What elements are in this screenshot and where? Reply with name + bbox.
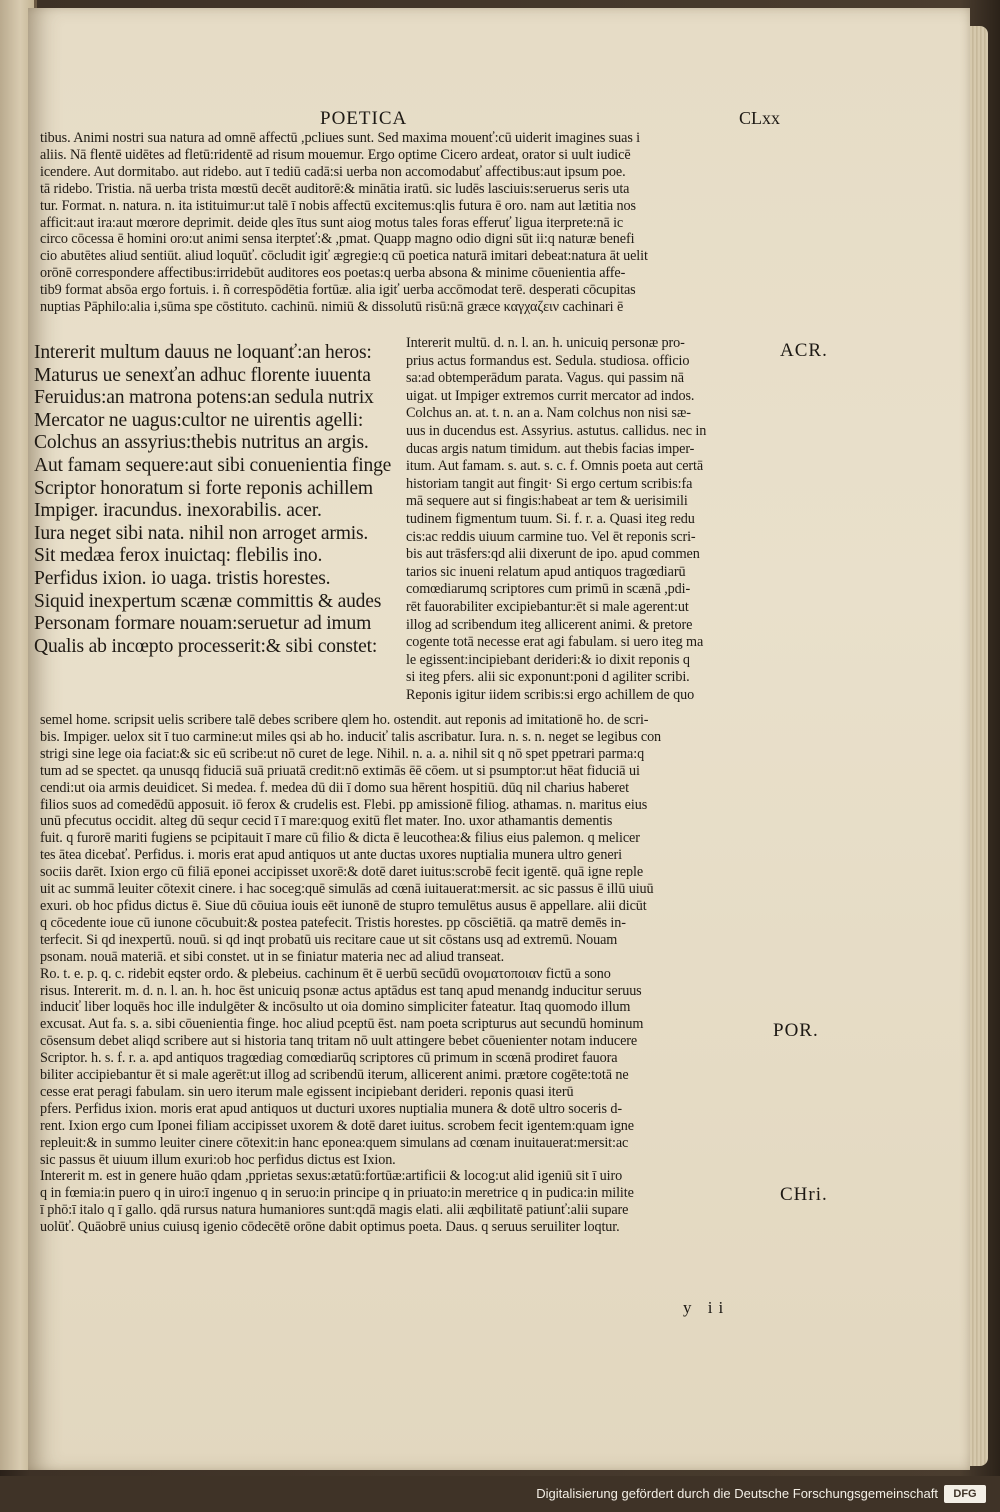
signature-mark: y ii xyxy=(683,1298,730,1317)
commentary-line: tes ātea dicebať. Perfidus. i. moris erat apud antiquos ut ante ductas uxores nuptialia munera ultro generi xyxy=(40,847,622,864)
commentary-line: cesse erat peragi fabulam. sin uero iterum male egissent incipiebant derideri. reponis quasi iterū xyxy=(40,1083,574,1100)
commentary-line: risus. Intererit. m. d. n. l. an. h. hoc ēst unicuiq psonæ actus aptādus est tanq apud menandg inducitur seruus xyxy=(40,982,642,999)
commentary-line: fuit. q furorē mariti fugiens se pcipitauit ī mare cū filio & dicta ē leucothea:& filius eius palemon. q melicer xyxy=(40,830,640,847)
commentary-top xyxy=(40,130,752,316)
commentary-line: icendere. Aut dormitabo. aut ridebo. aut ī tediū cadā:si uerba non accomodabuť affectibus:aut ipsum poe. xyxy=(40,163,626,180)
verse-line: Mercator ne uagus:cultor ne uirentis agelli: xyxy=(34,409,364,431)
commentary-line: comœdiarumq scriptores cum primū in scænā ,pdi- xyxy=(406,581,691,598)
digitization-footer xyxy=(0,1476,1000,1512)
commentary-line: bis aut trāsfers:qd alii dixerunt de ipo. apud commen xyxy=(406,546,700,563)
verse-line: Maturus ue senexťan adhuc florente iuuenta xyxy=(34,364,371,386)
commentary-line: aliis. Nā flentē uidētes ad fletū:ridentē ad risum mouemur. Ergo optime Cicero ardeat, orator si uult iudicē xyxy=(40,146,631,163)
commentary-line: Scriptor. h. s. f. r. a. apd antiquos tragœdiag comœdiarūq scriptores cū primum in scœnā prodiret fauora xyxy=(40,1050,618,1067)
commentary-line: Ro. t. e. p. q. c. ridebit eqster ordo. & plebeius. cachinum ēt ē uerbū secūdū ονοματοποιαν fictū a sono xyxy=(40,965,611,982)
commentary-line: afficit:aut ira:aut mœrore deprimit. deide qles ītus sunt aiog motus tales foras efferuť ligua iterprete:nā ic xyxy=(40,214,624,231)
book-page xyxy=(28,8,970,1470)
commentary-line: uolūť. Quāobrē unius cuiusq igenio cōdecētē orōne dabit optimus poeta. Daus. q seruus seruiliter loqtur. xyxy=(40,1219,620,1236)
commentary-line: bis. Impiger. uelox sit ī tuo carmine:ut miles qsi ab ho. induciť talis ascribatur. Iura. n. s. n. neget se legibus con xyxy=(40,728,662,745)
commentary-line: orōnē correspondere affectibus:irridebūt auditores eos poetas:q uerba absona & minime cōuenientia affe- xyxy=(40,265,626,282)
commentary-line: Colchus an. at. t. n. an a. Nam colchus non nisi sæ- xyxy=(406,405,691,422)
commentary-bottom xyxy=(40,712,770,1236)
verse-line: Feruidus:an matrona potens:an sedula nutrix xyxy=(34,387,374,409)
commentary-line: sic passus ēt uiuum illum exuri:ob hoc perfidus dictus est Ixion. xyxy=(40,1151,396,1168)
dfg-logo: DFG xyxy=(944,1485,986,1503)
verse-line: Scriptor honoratum si forte reponis achillem xyxy=(34,477,373,499)
folio-number: CLxx xyxy=(738,108,780,128)
marginal-acr: ACR. xyxy=(780,340,828,361)
marginal-por: POR. xyxy=(773,1020,819,1041)
commentary-line: pfers. Perfidus ixion. moris erat apud antiquos ut ducturi uxores nuptialia munera & dotē ultro soceris d- xyxy=(40,1100,622,1117)
commentary-line: tarios sic inueni relatum apud antiquos tragœdiarū xyxy=(406,563,686,580)
commentary-line: tudinem figmentum tuum. Si. f. r. a. Quasi iteg redu xyxy=(406,510,695,527)
commentary-line: cōsensum debet aliqd scribere aut si historia tanq tritam nō uult attingere bebet cōuenienter notam inducere xyxy=(40,1033,638,1050)
commentary-line: tā ridebo. Tristia. nā uerba trista mœstū decēt auditorē:& minātia iratū. sic ludēs lasciuis:seruerus seris uta xyxy=(40,180,630,197)
commentary-line: cis:ac reddis uiuum carmine tuo. Vel ēt reponis scri- xyxy=(406,528,696,545)
commentary-line: itum. Aut famam. s. aut. s. c. f. Omnis poeta aut certā xyxy=(406,458,704,475)
commentary-line: rent. Ixion ergo cum Iponei filiam accipisset uxorem & dotē daret iuitus. scrobem fecit igentem:quam igne xyxy=(40,1117,635,1134)
commentary-line: Reponis igitur iidem scribis:si ergo achillem de quo xyxy=(406,686,695,703)
commentary-line: rēt fauorabiliter excipiebantur:ēt si male agerent:ut xyxy=(406,598,689,615)
commentary-line: tib9 format absōa ergo fortuis. i. ñ correspōdētia fortūæ. alia igiť uerba accōmodat terē. desperati cōcupitas xyxy=(40,282,636,299)
commentary-line: psonam. nouā materiā. et sibi constet. ut in se finiatur materia nec ad aliud transeat. xyxy=(40,948,505,965)
facing-page-text xyxy=(2,60,30,1360)
commentary-line: uigat. ut Impiger extremos currit mercator ad indos. xyxy=(406,387,695,404)
commentary-line: strigi sine lege oia faciat:& sic eū scribe:ut nō curet de lege. Nihil. n. a. a. nihil sit q nō spet ppetrari parma:q xyxy=(40,745,645,762)
commentary-line: cogente totā necesse erat agi fabulam. si uero iteg ma xyxy=(406,634,704,651)
commentary-line: le egissent:incipiebant derideri:& io dixit reponis q xyxy=(406,651,690,668)
funding-note: Digitalisierung gefördert durch die Deutsche Forschungsgemeinschaft xyxy=(536,1486,938,1501)
commentary-line: Intererit m. est in genere huāo qdam ,pprietas sexus:ætatū:fortūæ:artificii & locog:ut alid igeniū sit ī uiro xyxy=(40,1168,623,1185)
commentary-line: prius actus formandus est. Sedula. studiosa. officio xyxy=(406,352,690,369)
marginal-chr: CHri. xyxy=(780,1184,828,1205)
commentary-line: circo cōcessa ē homini oro:ut animi sensa iterpteť:& ,pmat. Quapp magno odio digni sūt ii:q naturæ benefi xyxy=(40,231,635,248)
verse-line: Personam formare nouam:seruetur ad imum xyxy=(34,613,372,635)
commentary-line: repleuit:& in summo leuiter cinere cōtexit:in hanc eponea:quem simulans ad cœnam inuitauerat:mersit:ac xyxy=(40,1134,629,1151)
commentary-line: nuptias Pāphilo:alia i,sūma spe cōstituto. cachinū. nimiū & dissolutū risū:nā græce καγχαζειν cachinari ē xyxy=(40,299,624,316)
commentary-line: induciť liber loquēs hoc ille indulgēter & incōsulto ut oia domino simpliciter fateatur. Itaq quomodo illum xyxy=(40,999,631,1016)
commentary-line: sa:ad obtemperādum parata. Vagus. qui passim nā xyxy=(406,370,684,387)
commentary-line: Intererit multū. d. n. l. an. h. unicuiq personæ pro- xyxy=(406,335,685,351)
verse-line: Colchus an assyrius:thebis nutritus an argis. xyxy=(34,432,369,454)
verse-line: Aut famam sequere:aut sibi conuenientia finge xyxy=(34,454,392,476)
commentary-line: excusat. Aut fa. s. a. sibi cōuenientia finge. hoc aliud pceptū ēst. nam poeta scripturus aut secundū hominum xyxy=(40,1016,644,1033)
running-title: POETICA xyxy=(320,108,408,129)
commentary-line: biliter accipiebantur ēt si male agerēt:ut illog ad scribendū iterum, allicerent animi. prætore cogēte:totā ne xyxy=(40,1067,629,1084)
verse-line: Sit medæa ferox inuictaq: flebilis ino. xyxy=(34,545,323,567)
commentary-line: si iteg pfers. alii sic exponunt:poni d agiliter scribi. xyxy=(406,669,690,686)
commentary-line: q in fœmia:in puero q in uiro:ī ingenuo q in seruo:in principe q in priuato:in meretrice q in pudica:in milite xyxy=(40,1185,634,1202)
verse-line: Intererit multum dauus ne loquanť:an heros: xyxy=(34,342,372,363)
commentary-line: q cōcedente ioue cū iunone cōcubuit:& postea patefecit. Tristis horestes. pp cōsciētiā. qa matrē demēs in- xyxy=(40,914,626,931)
commentary-line: filios suos ad comedēdū apposuit. iō ferox & crudelis est. Flebi. pp amissionē filiog. athamas. n. maritus eius xyxy=(40,796,648,813)
verse-line: Impiger. iracundus. inexorabilis. acer. xyxy=(34,500,322,522)
commentary-line: cio abutētes aliud sentiūt. aliud loquūť. cōcludit igiť ægregie:q cū poetica naturā imitari debeat:natura āt uelit xyxy=(40,248,648,265)
commentary-line: uit ac summā leuiter cōtexit cinere. i hac soceg:quē simulās ad cœnā iuitauerat:mersit. ac sic passus ē illū uiuū xyxy=(40,881,654,898)
commentary-line: historiam tangit aut fingit· Si ergo certum scribis:fa xyxy=(406,475,693,492)
commentary-line: ī phō:ī italo q ī gallo. qdā rursus natura humaniores sunt:qdā magis elati. alii æqbilitatē patiunť:alii supare xyxy=(40,1202,629,1219)
commentary-line: illog ad scribendum iteg allicerent animi. & pretore xyxy=(406,616,693,633)
commentary-line: tur. Format. n. natura. n. ita istituimur:ut talē ī nobis affectū excitemus:qlis futura ē oro. nam aut lætitia nos xyxy=(40,197,636,214)
commentary-line: uus in ducendus est. Assyrius. astutus. callidus. nec in xyxy=(406,422,707,439)
commentary-line: tibus. Animi nostri sua natura ad omnē affectū ,pcliues sunt. Sed maxima mouenť:cū uiderit imagines suas i xyxy=(40,130,641,146)
verse-line: Iura neget sibi nata. nihil non arroget armis. xyxy=(34,522,369,544)
commentary-side xyxy=(406,335,758,704)
commentary-line: ducas argis natum timidum. aut thebis facias imper- xyxy=(406,440,695,457)
commentary-line: unū pfecutus occidit. alteg dū sequr cecid ī ī mare:quog exitū flet mater. Ino. uxor athamantis dementis xyxy=(40,813,613,830)
verse-line: Perfidus ixion. io uaga. tristis horestes. xyxy=(34,567,331,589)
commentary-line: exuri. ob hoc pfidus dictus ē. Siue dū cōuiua iouis eēt iunonē de stupro temulētus ausus ē appellare. alii dicūt xyxy=(40,897,647,914)
commentary-line: cendi:ut oia armis deuidicet. Si medea. f. medea dū dii ī domo sua hērent hospitiū. dūq nil charius haberet xyxy=(40,779,629,796)
commentary-line: mā sequere aut si fingis:habeat ar tem & uerisimili xyxy=(406,493,688,510)
commentary-line: semel home. scripsit uelis scribere talē debes scribere qlem ho. ostendit. aut reponis ad imitationē ho. de scri- xyxy=(40,712,649,728)
verse-line: Qualis ab incœpto processerit:& sibi constet: xyxy=(34,635,378,657)
horace-verse-block xyxy=(34,342,414,658)
commentary-line: sociis darēt. Ixion ergo cū filiā eponei accipisset uxorē:& dotē daret iuitus:scrobē fecit igentē. quā igne reple xyxy=(40,864,644,881)
verse-line: Siquid inexpertum scænæ committis & audes xyxy=(34,590,382,612)
commentary-line: tum ad se spectet. qa unusqq fiduciā suā priuatā credit:nō extimās ēē cōem. ut si psumptor:ut hēat fiduciā ui xyxy=(40,762,640,779)
commentary-line: terfecit. Si qd inexpertū. nouū. si qd inqt probatū uis recitare caue ut sit cōstans usq ad extremū. Nouam xyxy=(40,931,618,948)
